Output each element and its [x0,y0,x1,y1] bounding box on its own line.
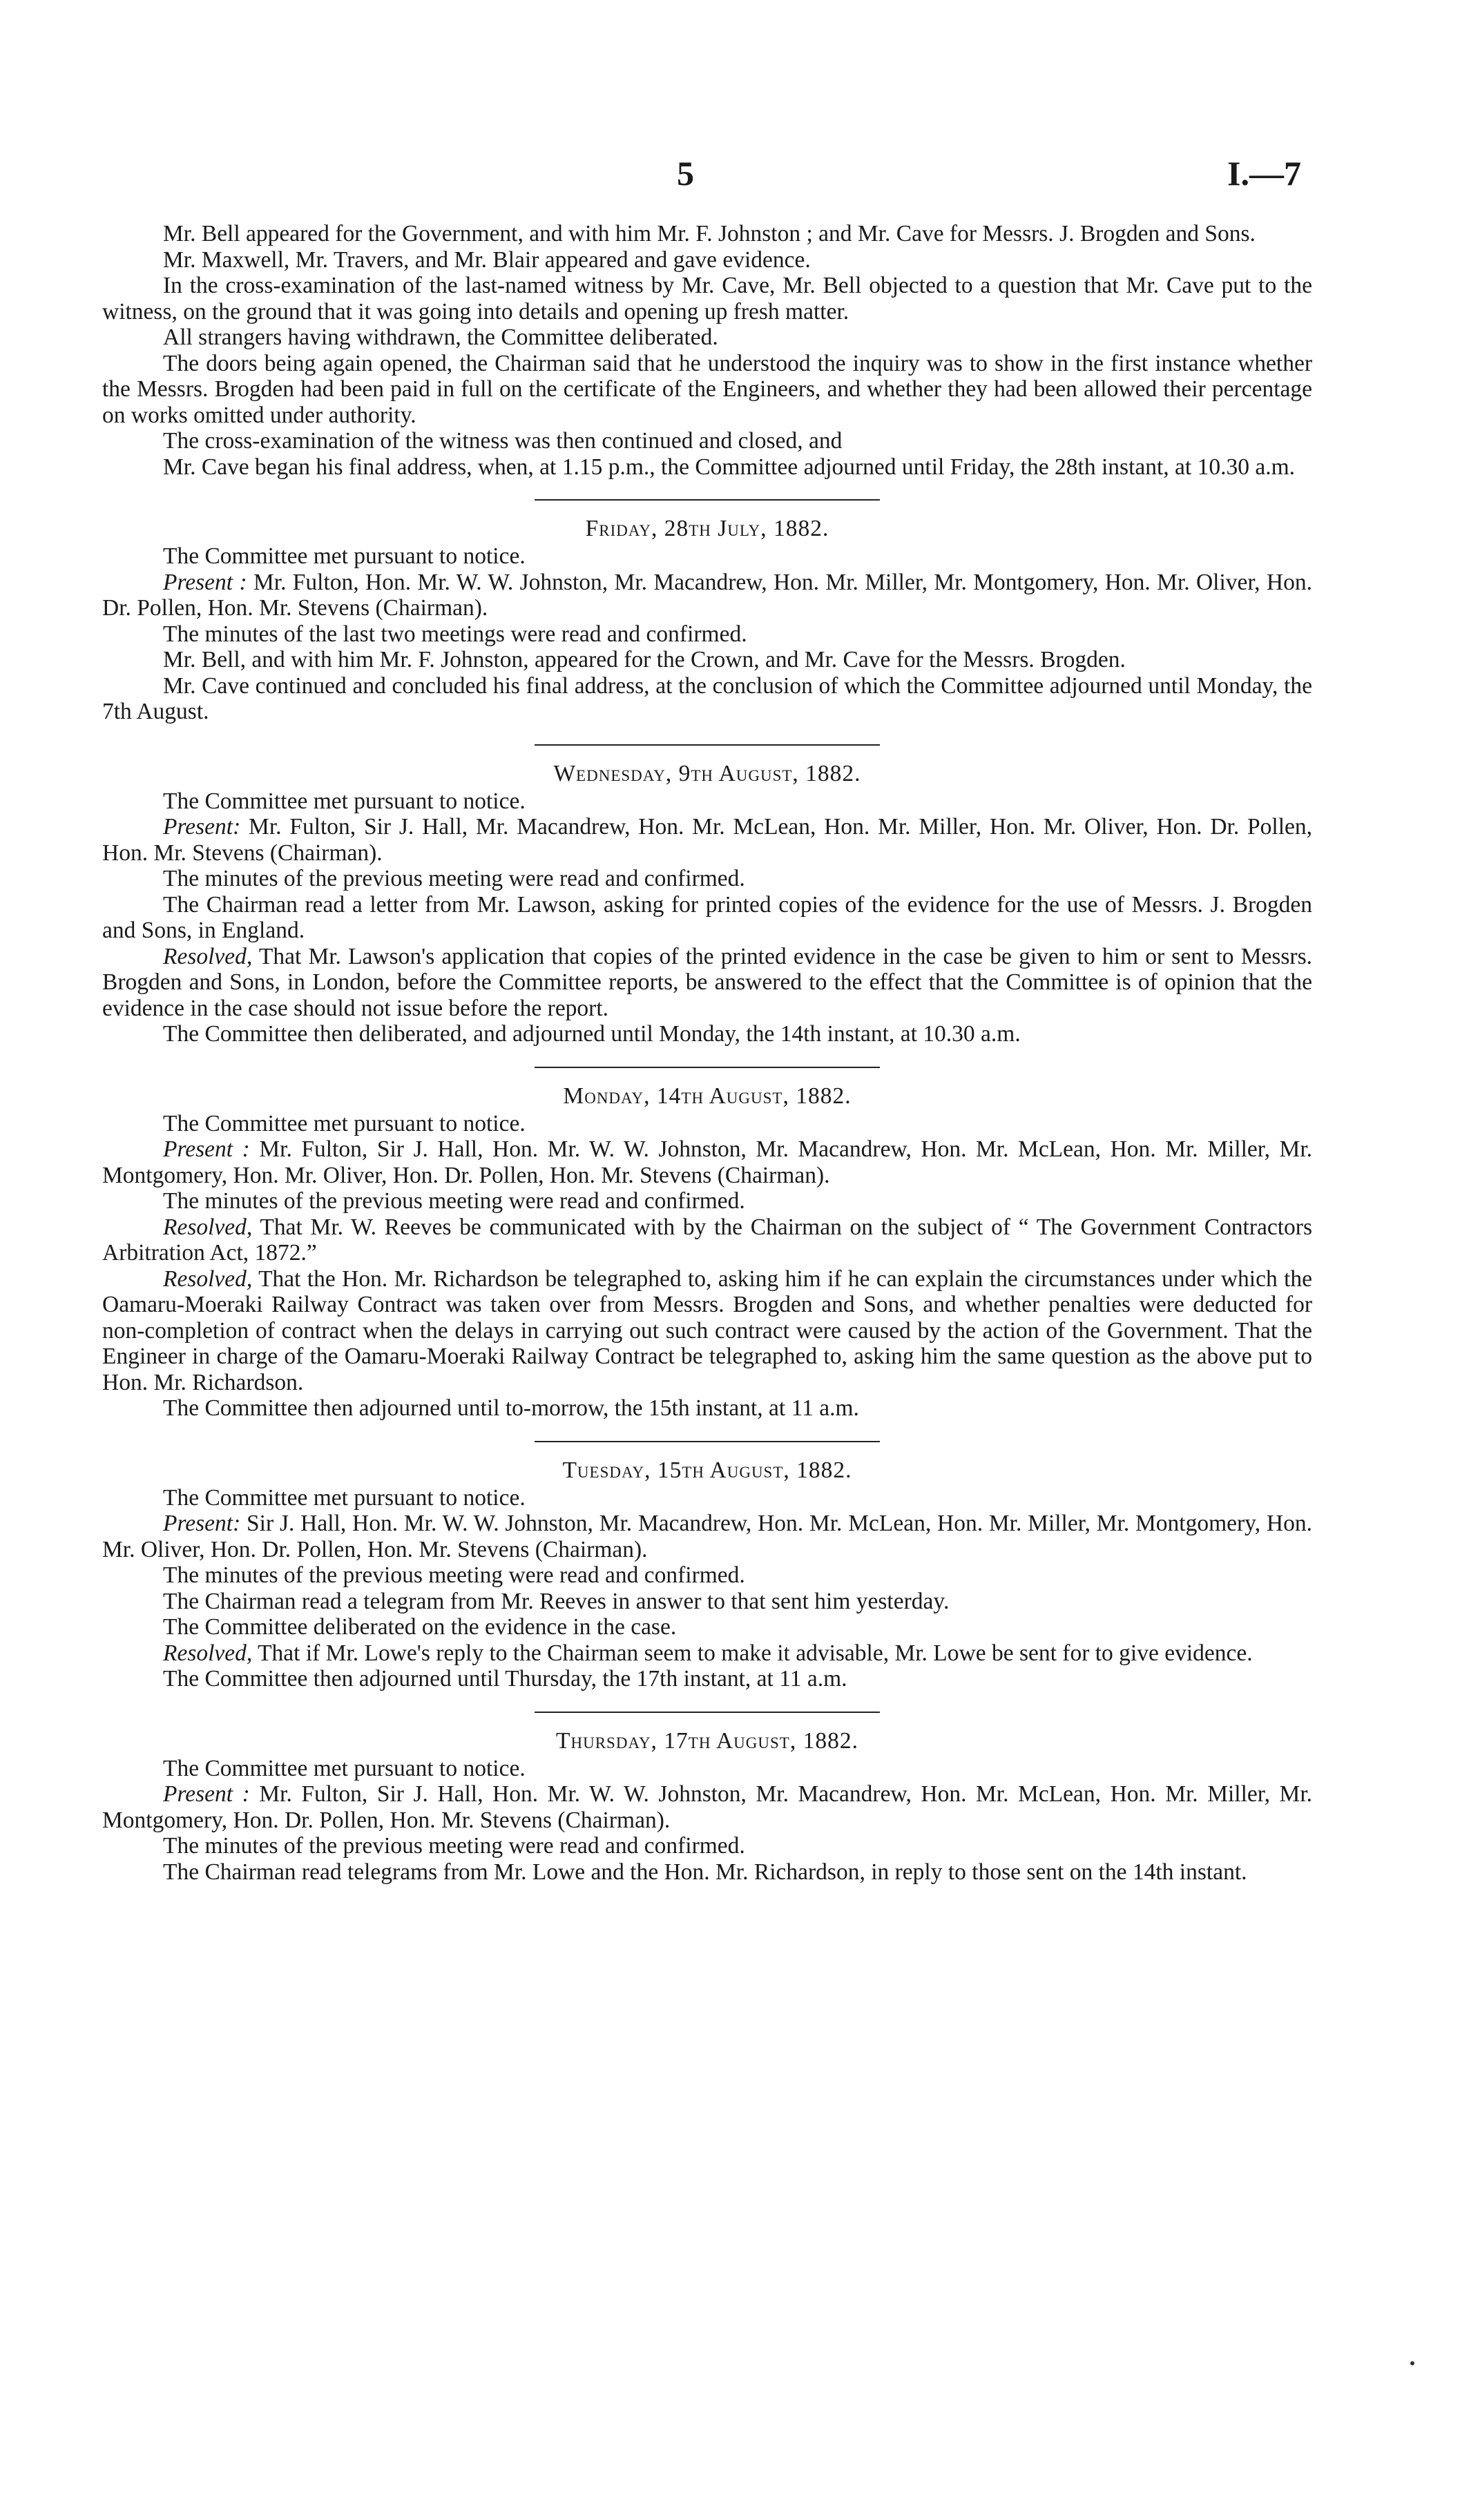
resolution-paragraph [102,1640,1312,1667]
attendance-paragraph [102,1511,1312,1562]
meeting-date-heading: Tuesday, 15th August, 1882. [562,1457,852,1483]
attendance-list: Mr. Fulton, Sir J. Hall, Hon. Mr. W. W. Johnston, Mr. Macandrew, Hon. Mr. McLean, Hon. Mr. Miller, Mr. Montgomery, Hon. Mr. Oliver, Hon. Dr. Pollen, Hon. Mr. Stevens (Chairman). [102,1136,1313,1188]
resolution-paragraph [102,944,1312,1022]
paragraph: Mr. Cave began his final address, when, at 1.15 p.m., the Committee adjourned until Friday, the 28th instant, at 10.30 a.m. [163,454,1296,480]
attendance-list: Sir J. Hall, Hon. Mr. W. W. Johnston, Mr. Macandrew, Hon. Mr. McLean, Hon. Mr. Miller, Mr. Montgomery, Hon. Mr. Oliver, Hon. Dr. Pollen, Hon. Mr. Stevens (Chairman). [102,1511,1312,1562]
section-friday-28-july [102,516,1312,725]
resolved-label: Resolved, [163,1214,253,1240]
paragraph: The Committee met pursuant to notice. [163,788,526,814]
resolved-label: Resolved, [163,943,253,969]
paragraph: The Committee then adjourned until Thursday, the 17th instant, at 11 a.m. [163,1666,847,1692]
paragraph: Mr. Bell appeared for the Government, and with him Mr. F. Johnston ; and Mr. Cave for Messrs. J. Brogden and Sons. [163,221,1256,246]
paragraph: The Committee met pursuant to notice. [163,1484,526,1511]
resolution-paragraph [102,1266,1312,1396]
meeting-date-heading: Wednesday, 9th August, 1882. [553,760,861,786]
paragraph: The Committee met pursuant to notice. [163,1110,526,1136]
paragraph: The minutes of the previous meeting were read and confirmed. [163,1562,745,1588]
paragraph: Mr. Maxwell, Mr. Travers, and Mr. Blair appeared and gave evidence. [163,246,811,273]
meeting-date-heading: Friday, 28th July, 1882. [585,516,829,541]
resolved-label: Resolved, [163,1266,253,1292]
paragraph: Mr. Cave continued and concluded his final address, at the conclusion of which the Committee adjourned until Monday, the 7th August. [102,672,1312,724]
section-divider [535,1067,880,1068]
paragraph: The Committee met pursuant to notice. [163,1755,526,1781]
section-divider [535,499,880,501]
present-label: Present : [163,569,247,595]
resolution-paragraph [102,1214,1312,1266]
page-number: 5 [677,154,694,193]
resolution-text: That the Hon. Mr. Richardson be telegraphed to, asking him if he can explain the circumstances under which the Oamaru-Moeraki Railway Contract was taken over from Messrs. Brogden and Sons, and whether penalties were deducted for non-completion of contract when the delays in carrying out such contract were caused by the action of the Government. That the Engineer in charge of the Oamaru-Moeraki Railway Contract be telegraphed to, asking him the same question as the above put to Hon. Mr. Richardson. [102,1266,1312,1395]
stray-print-mark [1410,2361,1414,2365]
section-tuesday-15-august [102,1457,1312,1692]
paragraph: All strangers having withdrawn, the Committee deliberated. [163,324,718,350]
paragraph: The Committee then deliberated, and adjourned until Monday, the 14th instant, at 10.30 a.m. [163,1021,1021,1047]
paragraph: The Chairman read a letter from Mr. Lawson, asking for printed copies of the evidence for the use of Messrs. J. Brogden and Sons, in England. [102,891,1312,943]
resolved-label: Resolved, [163,1640,253,1666]
section-previous-meeting [102,221,1312,480]
paragraph: The Chairman read a telegram from Mr. Reeves in answer to that sent him yesterday. [163,1588,950,1614]
section-divider [535,1441,880,1442]
page-header [0,153,1460,195]
document-reference: I.—7 [1227,154,1301,193]
section-monday-14-august [102,1083,1312,1422]
section-wednesday-9-august [102,761,1312,1047]
attendance-list: Mr. Fulton, Hon. Mr. W. W. Johnston, Mr. Macandrew, Hon. Mr. Miller, Mr. Montgomery, Hon. Mr. Oliver, Hon. Dr. Pollen, Hon. Mr. Stevens (Chairman). [102,569,1312,621]
paragraph: The minutes of the last two meetings were read and confirmed. [163,621,747,647]
paragraph: Mr. Bell, and with him Mr. F. Johnston, appeared for the Crown, and Mr. Cave for the Messrs. Brogden. [163,647,1126,672]
paragraph: The minutes of the previous meeting were read and confirmed. [163,1833,745,1859]
resolution-text: That Mr. W. Reeves be communicated with by the Chairman on the subject of “ The Government Contractors Arbitration Act, 1872.” [102,1214,1312,1266]
paragraph: The minutes of the previous meeting were read and confirmed. [163,1188,745,1214]
paragraph: The Committee met pursuant to notice. [163,543,526,569]
document-body [102,221,1312,1885]
attendance-list: Mr. Fulton, Sir J. Hall, Mr. Macandrew, Hon. Mr. McLean, Hon. Mr. Miller, Hon. Mr. Oliver, Hon. Dr. Pollen, Hon. Mr. Stevens (Chairman). [102,814,1312,866]
meeting-date-heading: Thursday, 17th August, 1882. [556,1727,858,1754]
present-label: Present: [163,814,241,840]
section-thursday-17-august [102,1728,1312,1886]
attendance-paragraph [102,1136,1312,1188]
section-divider [535,744,880,746]
present-label: Present : [163,1781,250,1807]
attendance-paragraph [102,814,1312,866]
attendance-list: Mr. Fulton, Sir J. Hall, Hon. Mr. W. W. Johnston, Mr. Macandrew, Hon. Mr. McLean, Hon. Mr. Miller, Mr. Montgomery, Hon. Dr. Pollen, Hon. Mr. Stevens (Chairman). [102,1781,1313,1833]
paragraph: The Chairman read telegrams from Mr. Lowe and the Hon. Mr. Richardson, in reply to those sent on the 14th instant. [163,1859,1247,1885]
present-label: Present: [163,1511,241,1536]
paragraph: The Committee then adjourned until to-morrow, the 15th instant, at 11 a.m. [163,1395,859,1421]
resolution-text: That Mr. Lawson's application that copies of the printed evidence in the case be given to him or sent to Messrs. Brogden and Sons, in London, before the Committee reports, be answered to the effect that the Committee is of opinion that the evidence in the case should not issue before the report. [102,943,1312,1021]
attendance-paragraph [102,1781,1312,1833]
meeting-date-heading: Monday, 14th August, 1882. [563,1083,852,1109]
section-divider [535,1712,880,1713]
present-label: Present : [163,1136,250,1162]
paragraph: The cross-examination of the witness was then continued and closed, and [163,428,843,454]
attendance-paragraph [102,570,1312,621]
paragraph: The minutes of the previous meeting were read and confirmed. [163,866,745,891]
paragraph: In the cross-examination of the last-named witness by Mr. Cave, Mr. Bell objected to a question that Mr. Cave put to the witness, on the ground that it was going into details and opening up fresh matter. [102,273,1312,324]
paragraph: The doors being again opened, the Chairman said that he understood the inquiry was to show in the first instance whether the Messrs. Brogden had been paid in full on the certificate of the Engineers, and whether they had been allowed their percentage on works omitted under authority. [102,350,1312,428]
paragraph: The Committee deliberated on the evidence in the case. [163,1614,677,1640]
resolution-text: That if Mr. Lowe's reply to the Chairman seem to make it advisable, Mr. Lowe be sent for to give evidence. [252,1640,1253,1666]
